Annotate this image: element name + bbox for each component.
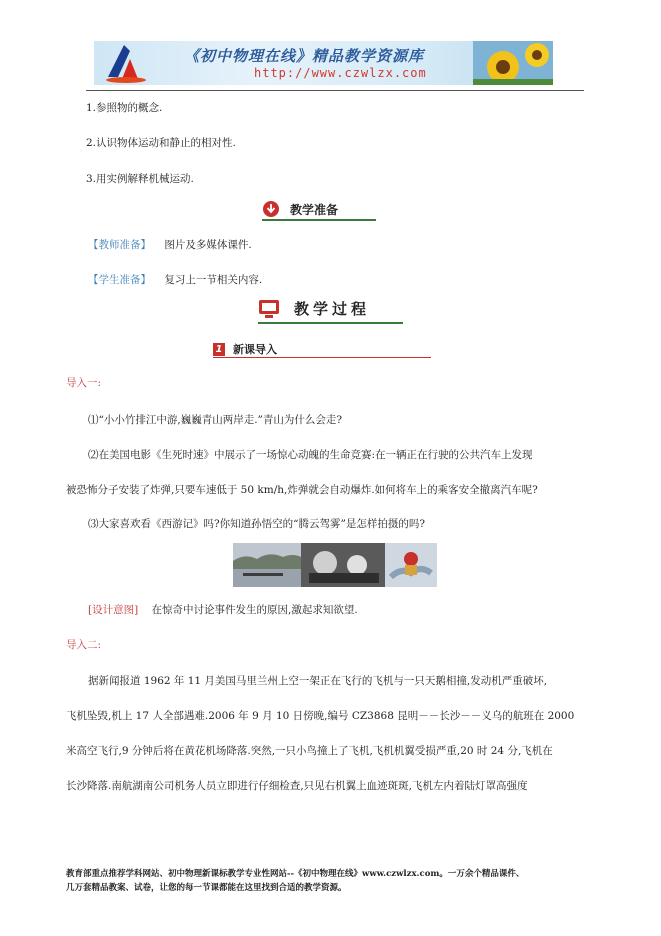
intro1-question-1: ⑴“小小竹排江中游,巍巍青山两岸走.”青山为什么会走? — [88, 414, 343, 426]
intro1-question-2-line1: ⑵在美国电影《生死时速》中展示了一场惊心动魄的生命竞赛:在一辆正在行驶的公共汽车上发现 — [88, 449, 533, 461]
teacher-prep — [88, 238, 252, 252]
teacher-prep-label: 【教师准备】 — [88, 239, 151, 251]
header-banner — [94, 41, 553, 85]
student-prep-text: 复习上一节相关内容. — [164, 274, 263, 286]
photo-monkey-king — [385, 543, 437, 587]
intro2-line-2: 飞机坠毁,机上 17 人全部遇难.2006 年 9 月 10 日傍晚,编号 CZ3868 昆明－－长沙－－义乌的航班在 2000 — [66, 710, 575, 722]
prep-section-heading — [262, 200, 338, 218]
design-intent-text: 在惊奇中讨论事件发生的原因,激起求知欲望. — [151, 604, 358, 616]
process-heading-text: 教学过程 — [294, 300, 371, 318]
monitor-icon — [258, 299, 280, 319]
student-prep — [88, 273, 262, 287]
intro1-question-3: ⑶大家喜欢看《西游记》吗?你知道孙悟空的“腾云驾雾”是怎样拍摄的吗? — [88, 518, 425, 530]
intro2-line-1: 据新闻报道 1962 年 11 月美国马里兰州上空一架正在飞行的飞机与一只天鹅相撞,发动机严重破坏, — [88, 675, 548, 687]
sub-heading-underline — [213, 357, 431, 358]
banner-url: http://www.czwlzx.com — [254, 66, 427, 80]
intro2-line-4: 长沙降落.南航湖南公司机务人员立即进行仔细检查,只见右机翼上血迹斑斑,飞机左内着陆灯罩高强度 — [66, 780, 528, 792]
intro2-line-3: 米高空飞行,9 分钟后将在黄花机场降落.突然,一只小鸟撞上了飞机,飞机机翼受损严重,20 时 24 分,飞机在 — [66, 745, 553, 757]
intro1-question-2-line2: 被恐怖分子安装了炸弹,只要车速低于 50 km/h,炸弹就会自动爆炸.如何将车上的乘客安全撤离汽车呢? — [66, 484, 538, 496]
process-heading-underline — [258, 322, 403, 324]
sub-section-title: 新课导入 — [233, 343, 277, 356]
process-section-heading — [258, 298, 370, 319]
teacher-prep-text: 图片及多媒体课件. — [164, 239, 252, 251]
sub-section-number: 1 — [213, 343, 225, 356]
header-rule — [86, 90, 584, 91]
prep-heading-text: 教学准备 — [290, 202, 339, 217]
intro2-label: 导入二: — [66, 639, 102, 651]
download-circle-icon — [262, 200, 280, 218]
design-intent-label: [设计意图] — [88, 604, 139, 616]
objective-2: 2.认识物体运动和静止的相对性. — [86, 137, 236, 149]
banner-title: 《初中物理在线》精品教学资源库 — [184, 47, 425, 65]
footer-line-2: 几万套精品教案、试卷，让您的每一节课都能在这里找到合适的教学资源。 — [66, 883, 347, 893]
sub-section-heading — [213, 341, 277, 357]
photo-bamboo-raft — [233, 543, 301, 587]
photo-bus-movie — [301, 543, 385, 587]
site-logo — [94, 41, 152, 85]
design-intent — [88, 603, 358, 617]
prep-heading-underline — [262, 219, 376, 221]
footer-line-1: 教育部重点推荐学科网站、初中物理新课标教学专业性网站--《初中物理在线》www.czwlzx.com。一万余个精品课件、 — [66, 869, 525, 879]
intro1-label: 导入一: — [66, 377, 102, 389]
objective-3: 3.用实例解释机械运动. — [86, 173, 194, 185]
objective-1: 1.参照物的概念. — [86, 102, 163, 114]
sunflower-image — [473, 41, 553, 85]
student-prep-label: 【学生准备】 — [88, 274, 151, 286]
